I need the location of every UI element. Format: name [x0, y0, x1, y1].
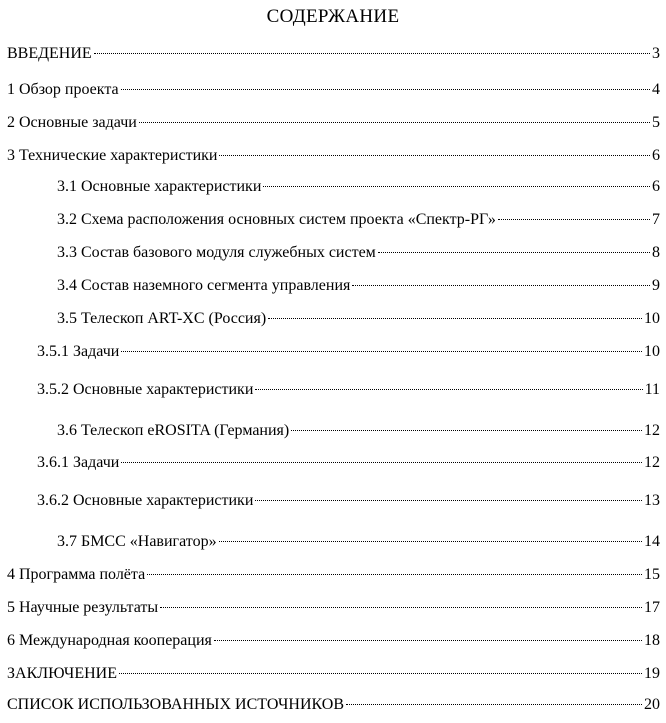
toc-dot-leader: [121, 351, 642, 352]
toc-entry-conclusion[interactable]: [7, 664, 660, 684]
toc-entry-label: 3 Технические характеристики: [7, 147, 218, 164]
toc-entry-label: 3.2 Схема расположения основных систем проекта «Спектр-РГ»: [57, 211, 496, 228]
toc-entry-3-5-1[interactable]: [37, 342, 660, 362]
toc-title: СОДЕРЖАНИЕ: [266, 6, 400, 27]
toc-dot-leader: [255, 389, 642, 390]
toc-entry-label: 3.4 Состав наземного сегмента управления: [57, 277, 351, 294]
toc-entry-label: 3.6 Телескоп eROSITA (Германия): [57, 422, 290, 439]
toc-dot-leader: [121, 462, 642, 463]
toc-dot-leader: [291, 430, 642, 431]
toc-entry-label: 3.6.2 Основные характеристики: [37, 492, 254, 509]
toc-dot-leader: [263, 186, 650, 187]
toc-page-number: 11: [644, 381, 660, 398]
toc-entry-label: 3.5.2 Основные характеристики: [37, 381, 254, 398]
toc-page-number: 4: [652, 81, 660, 98]
toc-entry-3-1[interactable]: [57, 177, 660, 197]
toc-dot-leader: [139, 122, 650, 123]
toc-entry-5[interactable]: [7, 598, 660, 618]
toc-dot-leader: [219, 155, 650, 156]
toc-dot-leader: [94, 53, 650, 54]
toc-page-number: 19: [644, 665, 660, 682]
toc-page-number: 3: [652, 45, 660, 62]
toc-entry-label: 3.5 Телескоп ART-XC (Россия): [57, 310, 267, 327]
toc-dot-leader: [268, 318, 642, 319]
toc-entry-introduction[interactable]: [7, 44, 660, 64]
toc-entry-3-5[interactable]: [57, 309, 660, 329]
toc-entry-6[interactable]: [7, 631, 660, 651]
toc-dot-leader: [498, 219, 650, 220]
toc-page-number: 13: [644, 492, 660, 509]
toc-page-number: 20: [644, 696, 660, 713]
toc-entry-label: 5 Научные результаты: [7, 599, 159, 616]
toc-entry-label: 3.3 Состав базового модуля служебных систем: [57, 244, 376, 261]
toc-entry-label: 3.5.1 Задачи: [37, 343, 120, 360]
toc-entry-label: СПИСОК ИСПОЛЬЗОВАННЫХ ИСТОЧНИКОВ: [7, 696, 345, 713]
toc-page-number: 10: [644, 310, 660, 327]
toc-entry-3-6[interactable]: [57, 421, 660, 441]
toc-entry-1[interactable]: [7, 80, 660, 100]
toc-page-number: 12: [644, 422, 660, 439]
toc-entry-4[interactable]: [7, 565, 660, 585]
toc-page-number: 5: [652, 114, 660, 131]
toc-entry-3-6-2[interactable]: [37, 491, 660, 511]
toc-page-number: 9: [652, 277, 660, 294]
toc-entry-references[interactable]: [7, 695, 660, 715]
toc-entry-3-3[interactable]: [57, 243, 660, 263]
toc-entry-label: 2 Основные задачи: [7, 114, 137, 131]
toc-page-number: 17: [644, 599, 660, 616]
toc-entry-label: 3.6.1 Задачи: [37, 454, 120, 471]
toc-dot-leader: [121, 89, 650, 90]
toc-entry-3-4[interactable]: [57, 276, 660, 296]
toc-dot-leader: [219, 541, 642, 542]
toc-entry-label: 3.7 БМСС «Навигатор»: [57, 533, 217, 550]
toc-dot-leader: [119, 673, 642, 674]
toc-page-number: 10: [644, 343, 660, 360]
toc-dot-leader: [160, 607, 642, 608]
toc-dot-leader: [352, 285, 650, 286]
toc-entry-3-5-2[interactable]: [37, 380, 660, 400]
toc-dot-leader: [255, 500, 642, 501]
toc-entry-3-6-1[interactable]: [37, 453, 660, 473]
toc-dot-leader: [147, 574, 642, 575]
toc-page-number: 7: [652, 211, 660, 228]
toc-page-number: 18: [644, 632, 660, 649]
toc-dot-leader: [346, 704, 642, 705]
toc-dot-leader: [214, 640, 642, 641]
toc-entry-label: 1 Обзор проекта: [7, 81, 119, 98]
toc-entry-label: 3.1 Основные характеристики: [57, 178, 262, 195]
toc-page-number: 6: [652, 178, 660, 195]
toc-entry-3-7[interactable]: [57, 532, 660, 552]
toc-page-number: 12: [644, 454, 660, 471]
toc-entry-label: 6 Международная кооперация: [7, 632, 212, 649]
toc-page-number: 15: [644, 566, 660, 583]
toc-entry-3[interactable]: [7, 146, 660, 166]
toc-page-number: 6: [652, 147, 660, 164]
toc-entry-label: 4 Программа полёта: [7, 566, 146, 583]
toc-dot-leader: [378, 252, 650, 253]
toc-entry-2[interactable]: [7, 113, 660, 133]
toc-entry-label: ВВЕДЕНИЕ: [7, 45, 92, 62]
toc-page-number: 14: [644, 533, 660, 550]
toc-page-number: 8: [652, 244, 660, 261]
toc-entry-3-2[interactable]: [57, 210, 660, 230]
toc-entry-label: ЗАКЛЮЧЕНИЕ: [7, 665, 117, 682]
